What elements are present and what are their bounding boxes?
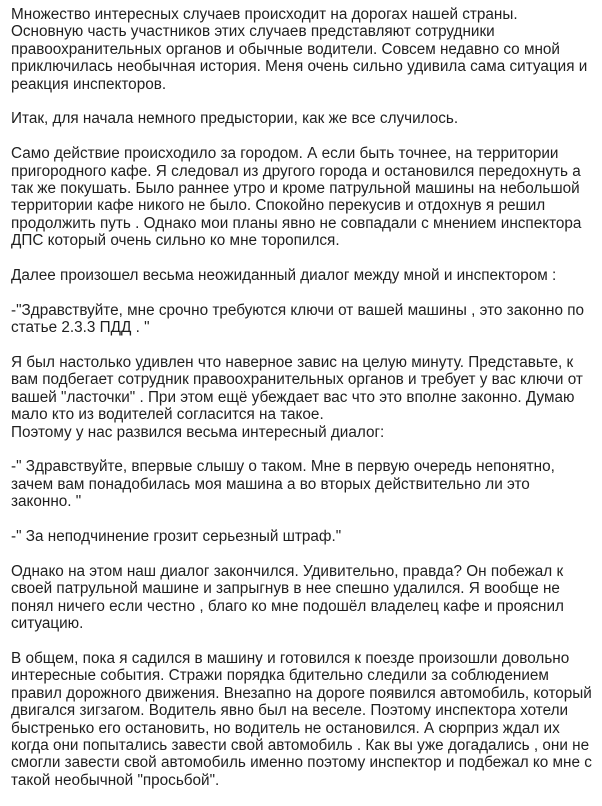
paragraph-setting: Само действие происходило за городом. А если быть точнее, на территории пригородного кафе. Я следовал из другого города и остановился передохнуть а так же покушать. Было раннее утро и кроме патрульной машины на небольшой территории кафе никого не было. Спокойно перекусив и отдохнув я решил продолжить путь . Однако мои планы явно не совпадали с мнением инспектора ДПС который очень сильно ко мне торопился. [11,145,582,250]
paragraph-intro: Множество интересных случаев происходит на дорогах нашей страны. Основную часть участников этих случаев представляют сотрудники правоохранительных органов и обычные водители. Совсем недавно со мной приключилась необычная история. Меня очень сильно удивила сама ситуация и реакция инспекторов. [11,6,588,93]
paragraph-inspector-quote-2: -" За неподчинение грозит серьезный штраф." [11,528,342,546]
paragraph-reaction: Я был настолько удивлен что наверное завис на целую минуту. Представьте, к вам подбегает сотрудник правоохранительных органов и требует у вас ключи от вашей "ласточки" . При этом ещё убеждает вас что это вполне законно. Думаю мало кто из водителей согласится на такое. Поэтому у нас развился весьма интересный диалог: [11,354,583,441]
paragraph-prehistory: Итак, для начала немного предыстории, как же все случилось. [11,110,459,128]
paragraph-explanation: В общем, пока я садился в машину и готовился к поезде произошли довольно интересные события. Стражи порядка бдительно следили за соблюдением правил дорожного движения. Внезапно на дороге появился автомобиль, который двигался зигзагом. Водитель явно был на веселе. Поэтому инспектора хотели быстренько его остановить, но водитель не остановился. А сюрприз ждал их когда они попытались завести свой автомобиль . Как вы уже догадались , они не смогли завести свой автомобиль именно поэтому инспектор и подбежал ко мне с такой необычной "просьбой". [11,649,592,789]
paragraph-dialog-intro: Далее произошел весьма неожиданный диалог между мной и инспектором : [11,267,557,285]
paragraph-dialog-end: Однако на этом наш диалог закончился. Удивительно, правда? Он побежал к своей патрульной машине и запрыгнув в нее спешно удалился. Я вообще не понял ничего если честно , благо ко мне подошёл владелец кафе и прояснил ситуацию. [11,562,564,633]
paragraph-driver-quote: -" Здравствуйте, впервые слышу о таком. Мне в первую очередь непонятно, зачем вам понадобилась моя машина а во вторых действительно ли это законно. " [11,458,555,511]
paragraph-inspector-quote-1: -"Здравствуйте, мне срочно требуются ключи от вашей машины , это законно по статье 2.3.3 ПДД . " [11,301,585,337]
